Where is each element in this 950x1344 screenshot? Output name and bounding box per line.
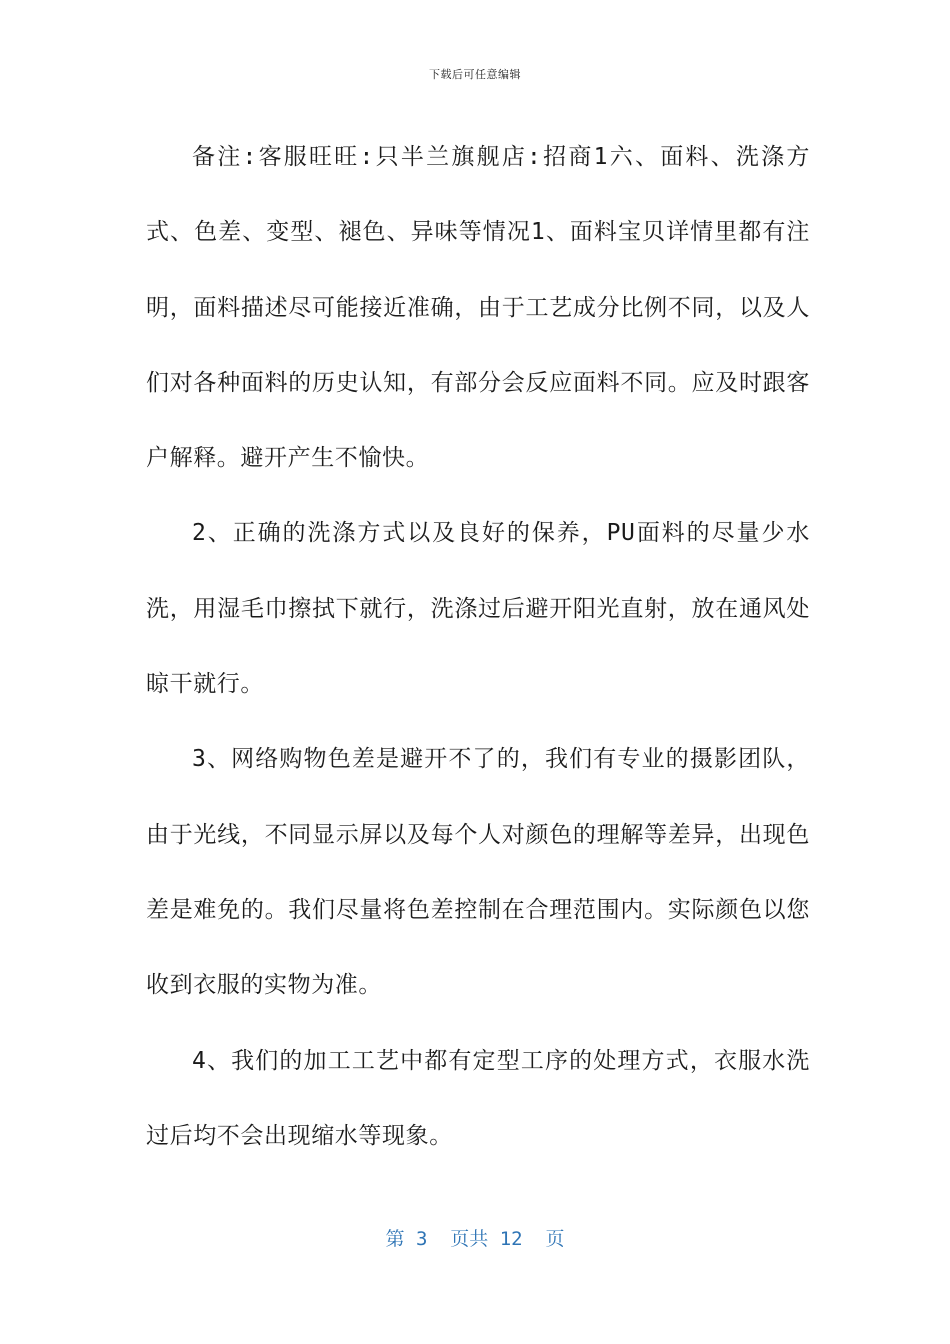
paragraph-shrinkage: 4、我们的加工工艺中都有定型工序的处理方式，衣服水洗过后均不会出现缩水等现象。 <box>146 1047 810 1149</box>
page-number-footer: 第 3 页共 12 页 <box>385 1228 565 1250</box>
paragraph-washing: 2、正确的洗涤方式以及良好的保养，PU面料的尽量少水洗，用湿毛巾擦拭下就行，洗涤过后避开阳光直射，放在通风处晾干就行。 <box>146 520 810 698</box>
paragraph-notes: 备注:客服旺旺:只半兰旗舰店:招商1六、面料、洗涤方式、色差、变型、褪色、异味等情况1、面料宝贝详情里都有注明，面料描述尽可能接近准确，由于工艺成分比例不同，以及人们对各种面料的历史认知，有部分会反应面料不同。应及时跟客户解释。避开产生不愉快。 <box>146 144 810 472</box>
paragraph-color-difference: 3、网络购物色差是避开不了的，我们有专业的摄影团队，由于光线，不同显示屏以及每个人对颜色的理解等差异，出现色差是难免的。我们尽量将色差控制在合理范围内。实际颜色以您收到衣服的实物为准。 <box>146 746 810 999</box>
document-body <box>146 120 810 1174</box>
page-header: 下载后可任意编辑 <box>429 68 521 81</box>
